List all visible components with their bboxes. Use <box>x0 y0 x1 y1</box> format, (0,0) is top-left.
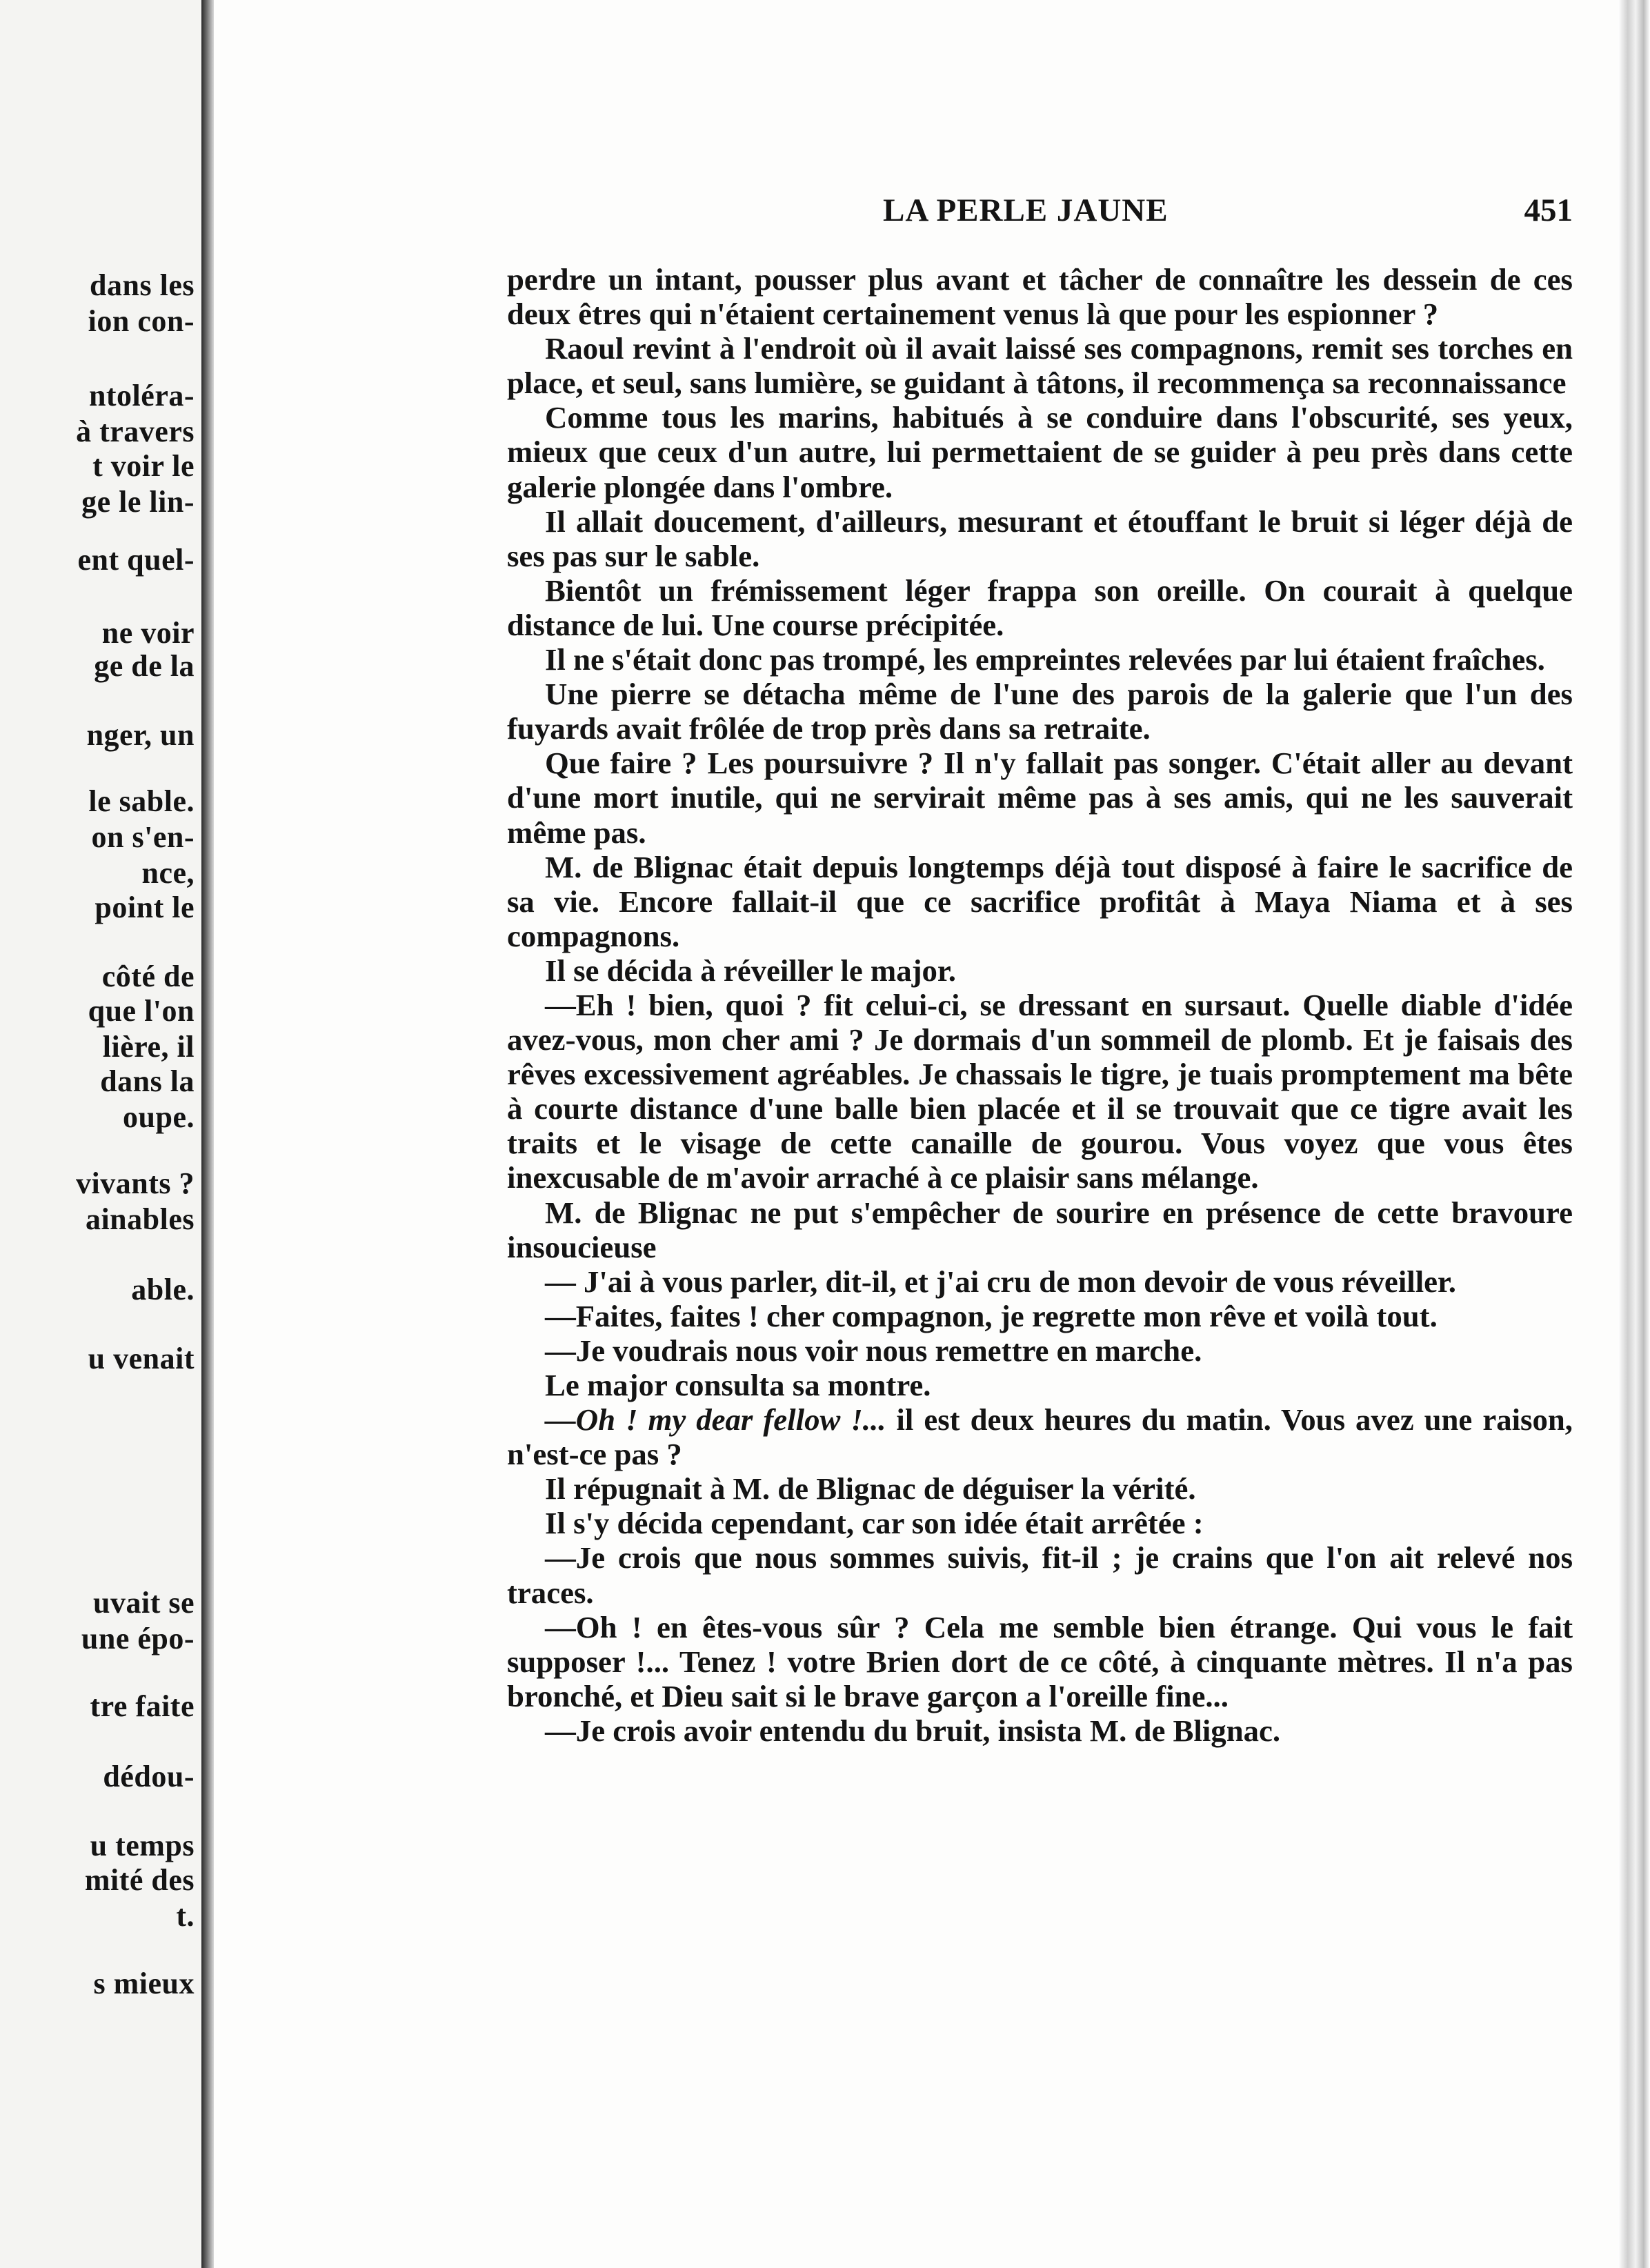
facing-page-line: à travers <box>76 415 195 448</box>
page-header <box>510 192 1573 233</box>
paragraph: Raoul revint à l'endroit où il avait laissé ses compagnons, remit ses torches en place, et seul, sans lumière, se guidant à tâtons, il recommença sa reconnaissance <box>507 331 1573 401</box>
facing-page-line: oupe. <box>123 1100 195 1134</box>
facing-page-line: s mieux <box>93 1967 195 2000</box>
facing-page-line: u venait <box>88 1342 195 1375</box>
paragraph: perdre un intant, pousser plus avant et tâcher de connaître les dessein de ces deux êtres qui n'étaient certainement venus là que pour les espionner ? <box>507 262 1573 332</box>
paragraph: Comme tous les marins, habitués à se conduire dans l'obscurité, ses yeux, mieux que ceux d'un autre, lui permettaient de se guider à peu près dans cette galerie plongée dans l'ombre. <box>507 400 1573 504</box>
paragraph-rest: il est deux heures du matin. Vous avez une raison, n'est-ce pas ? <box>507 1402 1573 1472</box>
paragraph: —Je crois que nous sommes suivis, fit-il ; je crains que l'on ait relevé nos traces. <box>507 1540 1573 1610</box>
facing-page-line: on s'en- <box>91 820 195 854</box>
paragraph: Une pierre se détacha même de l'une des parois de la galerie que l'un des fuyards avait frôlée de trop près dans sa retraite. <box>507 677 1573 746</box>
facing-page-line: nger, un <box>86 718 195 752</box>
paragraph: M. de Blignac ne put s'empêcher de sourire en présence de cette bravoure insoucieuse <box>507 1195 1573 1264</box>
facing-page-line: t voir le <box>92 449 195 483</box>
facing-page-line: vivants ? <box>76 1166 195 1200</box>
facing-page-line: lière, il <box>102 1030 195 1064</box>
paragraph: — J'ai à vous parler, dit-il, et j'ai cru de mon devoir de vous réveiller. <box>545 1264 1457 1299</box>
paragraph: Il répugnait à M. de Blignac de déguiser la vérité. <box>545 1471 1196 1506</box>
facing-page-line: t. <box>176 1899 195 1933</box>
facing-page-line: ainables <box>85 1202 195 1236</box>
facing-page-line: able. <box>131 1273 195 1306</box>
book-gutter <box>201 0 214 2268</box>
facing-page-line: nce, <box>141 856 195 890</box>
facing-page-line: mité des <box>84 1863 195 1897</box>
paragraph: —Eh ! bien, quoi ? fit celui-ci, se dressant en sursaut. Quelle diable d'idée avez-vous, mon cher ami ? Je dormais d'un sommeil de plomb. Et je faisais des rêves excessivement agréables. Je chassais le tigre, je tuais promptement ma bête à courte distance d'une balle bien placée et il se trouvait que ce tigre avait les traits et le visage de cette canaille de gourou. Vous voyez que vous êtes inexcusable de m'avoir arraché à ce plaisir sans mélange. <box>507 987 1573 1195</box>
facing-page-line: ge le lin- <box>81 485 195 519</box>
facing-page-line: ne voir <box>101 616 195 650</box>
paragraph: Le major consulta sa montre. <box>545 1368 931 1402</box>
paragraph: —Je voudrais nous voir nous remettre en marche. <box>545 1333 1202 1368</box>
paragraph <box>507 1402 1573 1471</box>
facing-page-line: tre faite <box>90 1689 195 1723</box>
facing-page-line: que l'on <box>88 994 195 1028</box>
page-number: 451 <box>1524 192 1573 228</box>
facing-page-line: ntoléra- <box>88 379 195 412</box>
facing-page-fragment <box>0 0 201 2268</box>
paragraph: Il allait doucement, d'ailleurs, mesurant et étouffant le bruit si léger déjà de ses pas sur le sable. <box>507 504 1573 573</box>
facing-page-line: point le <box>95 891 195 924</box>
facing-page-line: côté de <box>101 959 195 993</box>
page-edge <box>1618 0 1650 2268</box>
italic-exclamation: —Oh ! my dear fellow !... <box>545 1402 886 1438</box>
paragraph: Il se décida à réveiller le major. <box>545 953 956 988</box>
paragraph: Il ne s'était donc pas trompé, les empreintes relevées par lui étaient fraîches. <box>545 642 1545 677</box>
paragraph: —Faites, faites ! cher compagnon, je regrette mon rêve et voilà tout. <box>545 1298 1438 1333</box>
facing-page-line: ion con- <box>88 304 195 338</box>
facing-page-line: dédou- <box>103 1760 195 1793</box>
facing-page-line: ge de la <box>94 649 195 683</box>
paragraph: Bientôt un frémissement léger frappa son oreille. On courait à quelque distance de lui. Une course précipitée. <box>507 573 1573 642</box>
paragraph: —Je crois avoir entendu du bruit, insista M. de Blignac. <box>545 1713 1281 1748</box>
facing-page-line: u temps <box>90 1829 195 1862</box>
facing-page-line: le sable. <box>88 784 195 818</box>
paragraph: M. de Blignac était depuis longtemps déjà tout disposé à faire le sacrifice de sa vie. Encore fallait-il que ce sacrifice profitât à Maya Niama et à ses compagnons. <box>507 849 1573 953</box>
facing-page-line: dans la <box>100 1064 195 1098</box>
paragraph: —Oh ! en êtes-vous sûr ? Cela me semble bien étrange. Qui vous le fait supposer !... Tenez ! votre Brien dort de ce côté, à cinquante mètres. Il n'a pas bronché, et Dieu sait si le brave garçon a l'oreille fine... <box>507 1609 1573 1713</box>
book-page <box>214 0 1618 2268</box>
body-text <box>507 262 1573 1748</box>
facing-page-line: une épo- <box>81 1622 195 1655</box>
facing-page-line: ent quel- <box>77 543 195 577</box>
paragraph: Il s'y décida cependant, car son idée était arrêtée : <box>545 1506 1204 1541</box>
paragraph: Que faire ? Les poursuivre ? Il n'y fallait pas songer. C'était aller au devant d'une mort inutile, qui ne servirait même pas à ses amis, qui ne les sauverait même pas. <box>507 746 1573 850</box>
facing-page-line: dans les <box>90 268 195 302</box>
facing-page-line: uvait se <box>93 1586 195 1620</box>
running-head: LA PERLE JAUNE <box>883 192 1169 228</box>
